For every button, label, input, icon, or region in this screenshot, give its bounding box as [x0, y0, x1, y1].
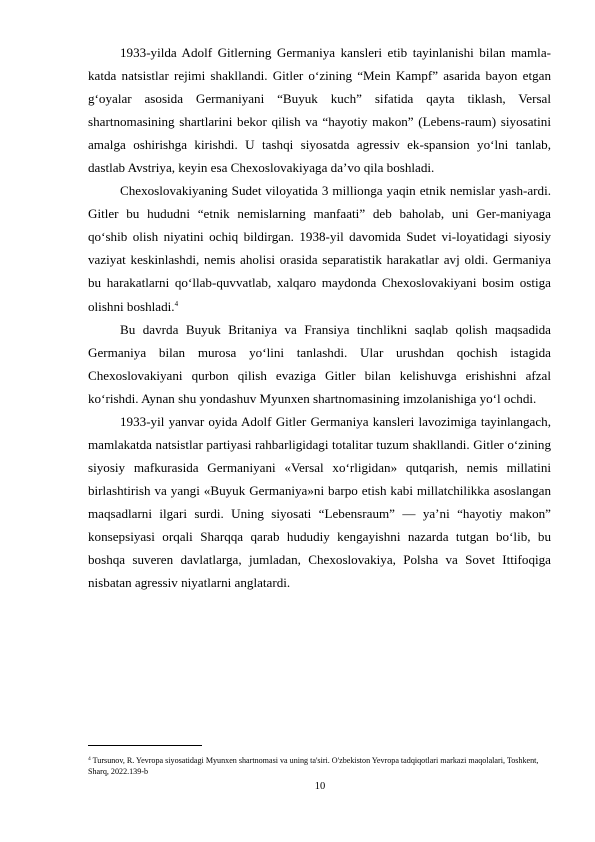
footnote-text: Tursunov, R. Yevropa siyosatidagi Myunxen shartnomasi va uning ta'siri. O'zbekiston Yevropa tadqiqotlari markazi maqolalari, Toshkent, Sharq, 2022.139-b	[88, 756, 539, 777]
body-text	[88, 41, 551, 594]
footnote-divider	[88, 745, 202, 746]
paragraph-2	[88, 179, 551, 317]
paragraph-3: Bu davrda Buyuk Britaniya va Fransiya tinchlikni saqlab qolish maqsadida Germaniya bilan murosa yo‘lini tanlashdi. Ular urushdan qochish istagida Chexoslovakiyani qurbon qilish evaziga Gitler bilan kelishuvga erishishni afzal ko‘rishdi. Aynan shu yondashuv Myunxen shartnomasining imzolanishiga yo‘l ochdi.	[88, 321, 551, 406]
footnote-reference[interactable]: 4	[174, 299, 179, 308]
footnote-number: 4	[88, 756, 91, 762]
footnote	[88, 755, 551, 777]
page-number: 10	[314, 781, 326, 792]
paragraph-2-text: Chexoslovakiyaning Sudet viloyatida 3 millionga yaqin etnik nemislar yash-ardi. Gitler bu hududni “etnik nemislarning manfaati” deb baholab, uni Ger-maniyaga qo‘shib olish niyatini ochiq bildirgan. 1938-yil davomida Sudet vi-loyatidagi siyosiy vaziyat keskinlashdi, nemis aholisi orasida separatistik harakatlar avj oldi. Germaniya bu harakatlarni qo‘llab-quvvatlab, xalqaro maydonda Chexoslovakiyani bosim ostiga olishni boshladi.	[88, 183, 551, 314]
paragraph-1: 1933-yilda Adolf Gitlerning Germaniya kansleri etib tayinlanishi bilan mamla-katda natsistlar rejimi shakllandi. Gitler o‘zining “Mein Kampf” asarida bayon etgan g‘oyalar asosida Germaniyani “Buyuk kuch” sifatida qayta tiklash, Versal shartnomasining shartlarini bekor qilish va “hayotiy makon” (Lebens-raum) siyosatini amalga oshirishga kirishdi. U tashqi siyosatda agressiv ek-spansion yo‘lni tanlab, dastlab Avstriya, keyin esa Chexoslovakiyaga da’vo qila boshladi.	[88, 45, 551, 176]
paragraph-4: 1933-yil yanvar oyida Adolf Gitler Germaniya kansleri lavozimiga tayinlangach, mamlakatda natsistlar partiyasi rahbarligidagi totalitar tuzum shakllandi. Gitler o‘zining siyosiy mafkurasida Germaniyani «Versal xo‘rligidan» qutqarish, nemis millatini birlashtirish va yangi «Buyuk Germaniya»ni barpo etish kabi millatchilikka asoslangan maqsadlarni ilgari surdi. Uning siyosati “Lebensraum” — ya’ni “hayotiy makon” konsepsiyasi orqali Sharqqa qarab hududiy kengayishni nazarda tutgan bo‘lib, bu boshqa suveren davlatlarga, jumladan, Chexoslovakiya, Polsha va Sovet Ittifoqiga nisbatan agressiv niyatlarni anglatardi.	[88, 413, 551, 591]
